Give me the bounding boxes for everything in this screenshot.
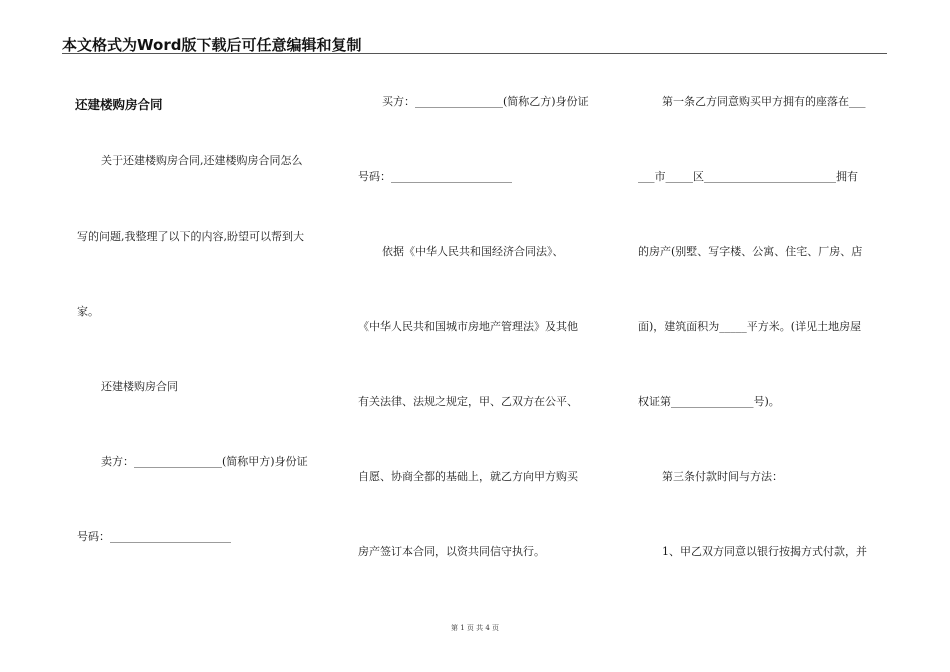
article-3-heading: 第三条付款时间与方法：	[662, 470, 783, 483]
article-1-line: 面)，建筑面积为_____平方米。(详见土地房屋	[638, 320, 862, 333]
buyer-id-line: 号码：______________________	[358, 170, 512, 183]
download-banner: 本文格式为Word版下载后可任意编辑和复制	[62, 36, 362, 54]
article-1-line: 的房产(别墅、写字楼、公寓、住宅、厂房、店	[638, 245, 863, 258]
buyer-line: 买方：________________(简称乙方)身份证	[382, 95, 589, 108]
paragraph-line: 有关法律、法规之规定，甲、乙双方在公平、	[358, 395, 578, 408]
banner-divider	[62, 53, 887, 54]
section-heading: 还建楼购房合同	[101, 380, 178, 393]
seller-id-line: 号码：______________________	[77, 530, 231, 543]
article-1-line: ___市_____区________________________拥有	[638, 170, 858, 183]
article-3-line: 1、甲乙双方同意以银行按揭方式付款，并	[662, 545, 867, 558]
paragraph-line: 写的问题,我整理了以下的内容,盼望可以帮到大	[77, 230, 304, 243]
paragraph-line: 关于还建楼购房合同,还建楼购房合同怎么	[101, 154, 303, 167]
paragraph-line: 依据《中华人民共和国经济合同法》、	[382, 245, 564, 258]
article-1-line: 权证第_______________号)。	[638, 395, 780, 408]
article-1-line: 第一条乙方同意购买甲方拥有的座落在___	[662, 95, 866, 108]
paragraph-line: 《中华人民共和国城市房地产管理法》及其他	[358, 320, 578, 333]
paragraph-line: 房产签订本合同，以资共同信守执行。	[358, 545, 545, 558]
page-number: 第 1 页 共 4 页	[450, 624, 500, 632]
paragraph-line: 自愿、协商全都的基础上，就乙方向甲方购买	[358, 470, 578, 483]
document-title: 还建楼购房合同	[75, 97, 163, 112]
paragraph-line: 家。	[77, 305, 99, 318]
seller-line: 卖方：________________(简称甲方)身份证	[101, 455, 308, 468]
